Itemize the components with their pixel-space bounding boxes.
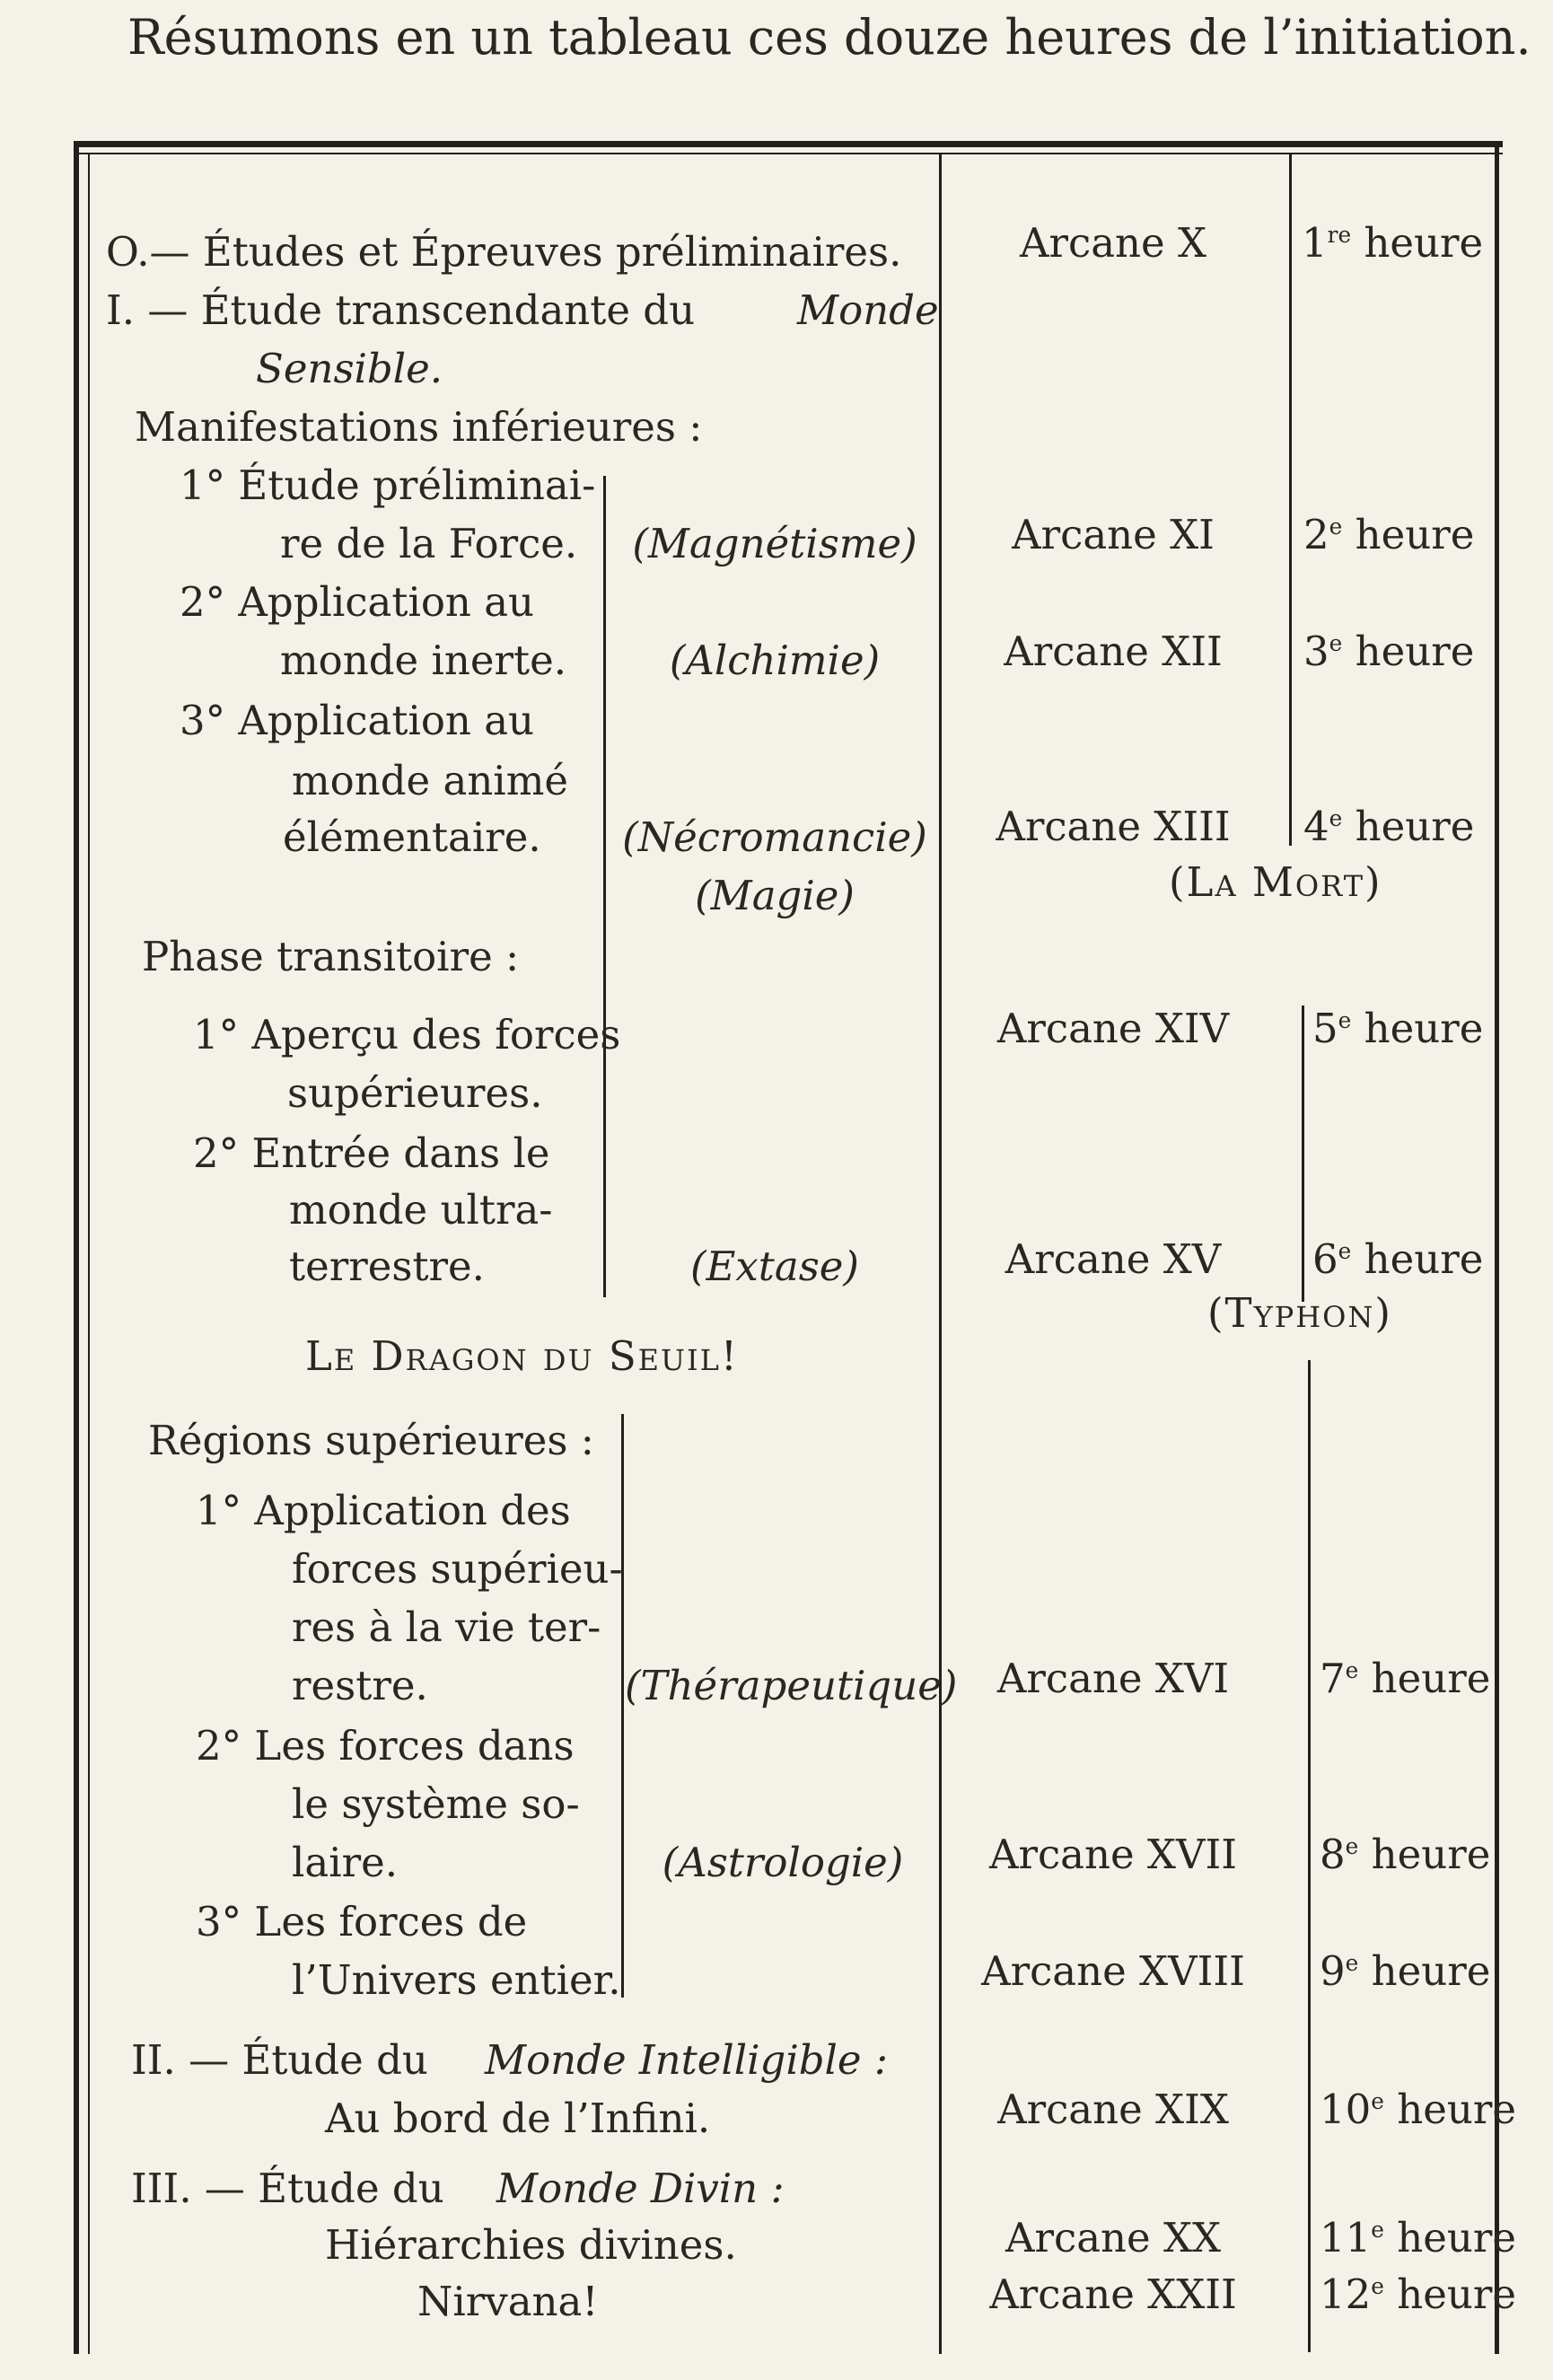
arcane-cell: Arcane XI [1012,511,1215,558]
item-r3-line1: 3° Les forces de [196,1898,528,1945]
arcane-cell: Arcane XVI [996,1655,1230,1702]
section-regions: Régions supérieures : [148,1417,594,1464]
note-typhon: (Typhon) [1207,1289,1392,1337]
hour-cell: 7e heure [1320,1655,1491,1702]
item-r3-line2: l’Univers entier. [292,1956,621,2004]
arcane-cell: Arcane XVIII [981,1947,1245,1995]
arcane-cell: Arcane XV [1005,1235,1222,1283]
item-m3-line3: élémentaire. [283,813,541,861]
item-r2-line1: 2° Les forces dans [196,1722,575,1770]
hour-cell: 10e heure [1320,2086,1516,2133]
science-astrologie: (Astrologie) [662,1839,904,1886]
row-iii-sub2: Nirvana! [417,2278,599,2325]
row-ii-world: Monde Intelligible : [485,2036,889,2084]
row-o-text: O.— Études et Épreuves préliminaires. [106,228,902,276]
item-m1-line1: 1° Étude préliminai- [180,461,596,509]
column-divider-hour-bottom [1308,1360,1311,2352]
row-iii-sub1: Hiérarchies divines. [325,2221,737,2269]
item-r1-line3: res à la vie ter- [292,1603,601,1651]
arcane-cell: Arcane XX [1005,2214,1222,2261]
row-ii-prefix: II. — Étude du [131,2036,428,2084]
column-divider-hour-top [1289,154,1292,846]
hour-cell: 6e heure [1312,1235,1484,1283]
hour-cell: 12e heure [1320,2270,1516,2318]
science-alchimie: (Alchimie) [669,637,881,684]
dragon-heading: Le Dragon du Seuil! [305,1332,739,1380]
hour-cell: 5e heure [1312,1005,1484,1052]
note-la-mort: (La Mort) [1169,858,1382,906]
page-title: Résumons en un tableau ces douze heures de l’initiation. [127,9,1531,66]
table-left-rule-thin [88,154,90,2354]
column-divider-hour-mid [1302,1006,1304,1302]
row-ii-sub: Au bord de l’Infini. [325,2095,711,2142]
table-left-rule [74,141,79,2354]
arcane-cell: Arcane XVII [988,1831,1238,1878]
hour-cell: 3e heure [1303,628,1475,675]
item-p1-line2: supérieures. [287,1069,543,1117]
column-divider-left-2 [621,1414,624,1998]
science-necromancie: (Nécromancie) [622,813,927,861]
arcane-cell: Arcane XIV [996,1005,1230,1052]
hour-cell: 4e heure [1303,803,1475,850]
arcane-cell: Arcane XXII [989,2270,1237,2318]
row-i-world: Monde [797,286,939,334]
item-r1-line2: forces supérieu- [292,1545,623,1593]
row-i-world-2: Sensible. [256,345,443,392]
arcane-cell: Arcane XII [1004,628,1223,675]
item-r1-line4: restre. [292,1662,428,1709]
item-r2-line3: laire. [292,1839,399,1886]
item-r2-line2: le système so- [292,1780,580,1828]
item-m3-line2: monde animé [292,757,568,804]
science-therapeutique: (Thérapeutique) [625,1662,958,1709]
science-magie: (Magie) [695,872,855,919]
science-extase: (Extase) [690,1243,859,1290]
section-phase: Phase transitoire : [142,933,520,980]
item-p2-line3: terrestre. [289,1243,485,1290]
arcane-cell: Arcane X [1020,219,1206,267]
item-m2-line1: 2° Application au [180,578,535,626]
hour-cell: 1re heure [1302,219,1484,267]
table-right-rule [1495,141,1499,2354]
hour-cell: 11e heure [1320,2214,1516,2261]
item-p2-line2: monde ultra- [289,1186,553,1234]
hour-cell: 9e heure [1320,1947,1491,1995]
item-p2-line1: 2° Entrée dans le [193,1129,550,1177]
row-iii-prefix: III. — Étude du [131,2165,444,2212]
table-top-rule [74,141,1503,147]
arcane-cell: Arcane XIII [996,803,1231,850]
science-magnetisme: (Magnétisme) [632,520,917,567]
item-p1-line1: 1° Aperçu des forces [193,1011,621,1058]
item-m2-line2: monde inerte. [280,637,567,684]
item-r1-line1: 1° Application des [196,1487,571,1534]
hour-cell: 8e heure [1320,1831,1491,1878]
item-m1-line2: re de la Force. [280,520,578,567]
hour-cell: 2e heure [1303,511,1475,558]
column-divider-left-1 [603,476,606,1297]
row-iii-world: Monde Divin : [496,2165,785,2212]
row-i-prefix: I. — Étude transcendante du [106,286,696,334]
arcane-cell: Arcane XIX [997,2086,1229,2133]
item-m3-line1: 3° Application au [180,697,535,744]
section-manifestations: Manifestations inférieures : [135,403,703,451]
